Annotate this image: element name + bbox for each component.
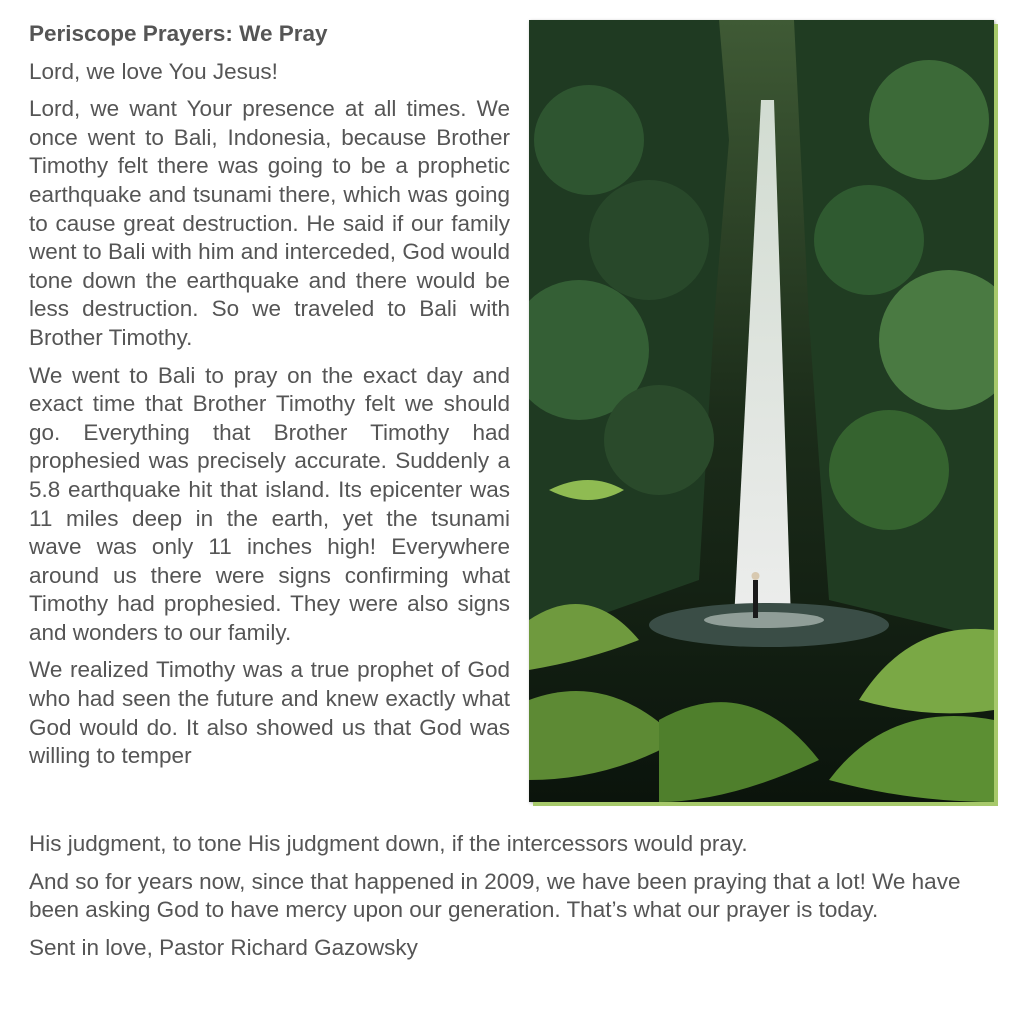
paragraph-prophet: We realized Timothy was a true prophet of God who had seen the future and knew exactly what God would do. It also showed us that God was willing to temper xyxy=(29,657,510,769)
paragraph-bali-trip: Lord, we want Your presence at all times. We once went to Bali, Indonesia, because Brother Timothy felt there was going to be a prophetic earthquake and tsunami there, which was going to cause great destruction. He said if our family went to Bali with him and interceded, God would tone down the earthquake and there would be less destruction. So we traveled to Bali with Brother Timothy. xyxy=(29,96,510,350)
paragraph-prophet-continued: His judgment, to tone His judgment down, if the intercessors would pray. xyxy=(29,831,748,856)
paragraph-opening: Lord, we love You Jesus! xyxy=(29,58,278,84)
signature: Sent in love, Pastor Richard Gazowsky xyxy=(29,934,418,960)
article-continuation xyxy=(29,830,999,971)
waterfall-photo xyxy=(529,20,994,802)
article-title: Periscope Prayers: We Pray xyxy=(29,21,328,46)
paragraph-praying: And so for years now, since that happened in 2009, we have been praying that a lot! We have been asking God to have mercy upon our generation. That’s what our prayer is today. xyxy=(29,868,961,923)
paragraph-earthquake: We went to Bali to pray on the exact day and exact time that Brother Timothy felt we should go. Everything that Brother Timothy had prophesied was precisely accurate. Suddenly a 5.8 earthquake hit that island. Its epicenter was 11 miles deep in the earth, yet the tsunami wave was only 11 inches high! Everywhere around us there were signs confirming what Timothy had prophesied. They were also signs and wonders to our family. xyxy=(29,362,510,645)
article-column xyxy=(29,20,510,780)
